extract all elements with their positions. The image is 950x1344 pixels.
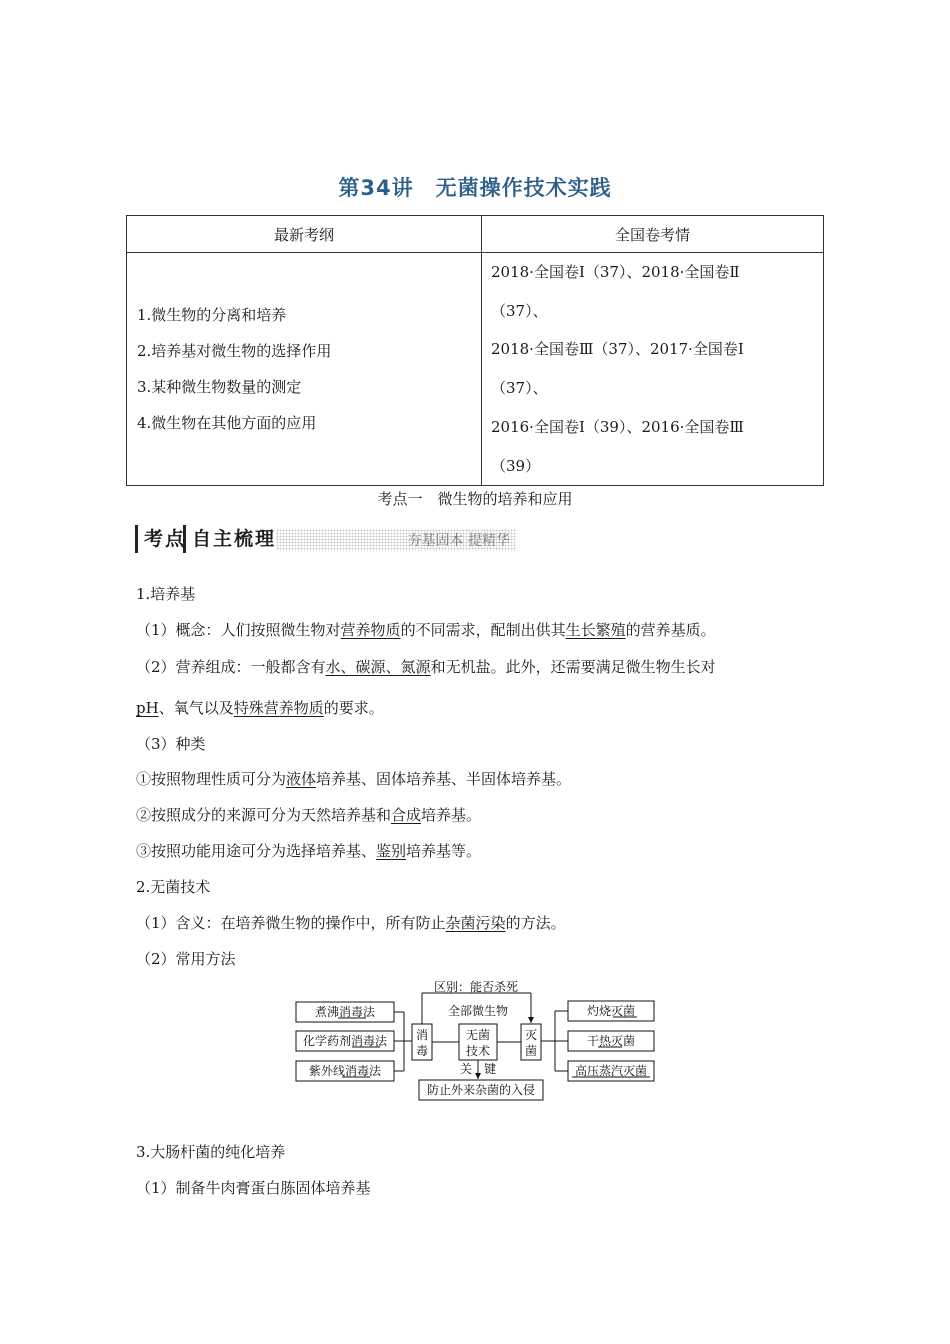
banner-label-1: 考点 [135,525,190,553]
step-line: （1）制备牛肉膏蛋白胨固体培养基 [136,1179,371,1197]
heading-purification: 3.大肠杆菌的纯化培养 [136,1143,286,1161]
key-label: 关 [459,1062,473,1076]
composition-line-2: pH、氧气以及特殊营养物质的要求。 [136,699,384,717]
key-box-label: 防止外来杂菌的入侵 [426,1083,536,1097]
type-function: ③按照功能用途可分为选择培养基、鉴别培养基等。 [136,842,482,860]
exam-line: 2016·全国卷Ⅰ（39）、2016·全国卷Ⅲ [491,417,744,436]
method-label: 化学药剂消毒法 [302,1034,388,1048]
method-label: 煮沸消毒法 [314,1005,376,1019]
syllabus-item: 3.某种微生物数量的测定 [137,378,302,397]
col2-header: 全国卷考情 [482,216,824,253]
col1-header: 最新考纲 [127,216,482,253]
difference-label: 区别：能否杀死 [433,980,519,994]
disinfect-label: 消 [415,1028,429,1042]
composition-line: （2）营养组成：一般都含有水、碳源、氮源和无机盐。此外，还需要满足微生物生长对 [136,658,716,676]
heading-aseptic: 2.无菌技术 [136,878,211,896]
type-physical: ①按照物理性质可分为液体培养基、固体培养基、半固体培养基。 [136,770,572,788]
exam-line: （39） [491,456,541,475]
disinfect-label: 毒 [415,1044,429,1058]
method-label: 高压蒸汽灭菌 [574,1064,648,1078]
exam-line: （37）、 [491,301,548,320]
definition-line: （1）含义：在培养微生物的操作中，所有防止杂菌污染的方法。 [136,914,566,932]
exam-line: （37）、 [491,379,548,398]
concept-line: （1）概念：人们按照微生物对营养物质的不同需求，配制出供其生长繁殖的营养基质。 [136,621,716,639]
exam-line: 2018·全国卷Ⅰ（37）、2018·全国卷Ⅱ [491,263,740,281]
page-title: 第34讲 无菌操作技术实践 [338,176,612,200]
syllabus-item: 1.微生物的分离和培养 [137,306,287,325]
center-label: 无菌 [465,1028,491,1042]
center-label: 技术 [465,1044,491,1058]
methods-heading: （2）常用方法 [136,950,236,968]
method-label: 干热灭菌 [586,1034,636,1048]
difference-label-2: 全部微生物 [447,1004,509,1018]
sterilize-label: 灭 [524,1028,538,1042]
sterilize-label: 菌 [524,1044,538,1058]
heading-medium: 1.培养基 [136,585,196,603]
syllabus-item: 2.培养基对微生物的选择作用 [137,342,332,361]
syllabus-item: 4.微生物在其他方面的应用 [137,414,317,433]
types-heading: （3）种类 [136,735,206,753]
method-label: 紫外线消毒法 [308,1064,382,1078]
method-label: 灼烧灭菌 [586,1004,636,1018]
exam-line: 2018·全国卷Ⅲ（37）、2017·全国卷Ⅰ [491,340,744,359]
section-subtitle: 考点一 微生物的培养和应用 [377,490,573,508]
key-label: 键 [483,1062,497,1076]
banner-tagline: 夯基固本 提精华 [407,533,510,549]
type-source: ②按照成分的来源可分为天然培养基和合成培养基。 [136,806,482,824]
banner-label-2: 自主梳理 [183,525,280,553]
